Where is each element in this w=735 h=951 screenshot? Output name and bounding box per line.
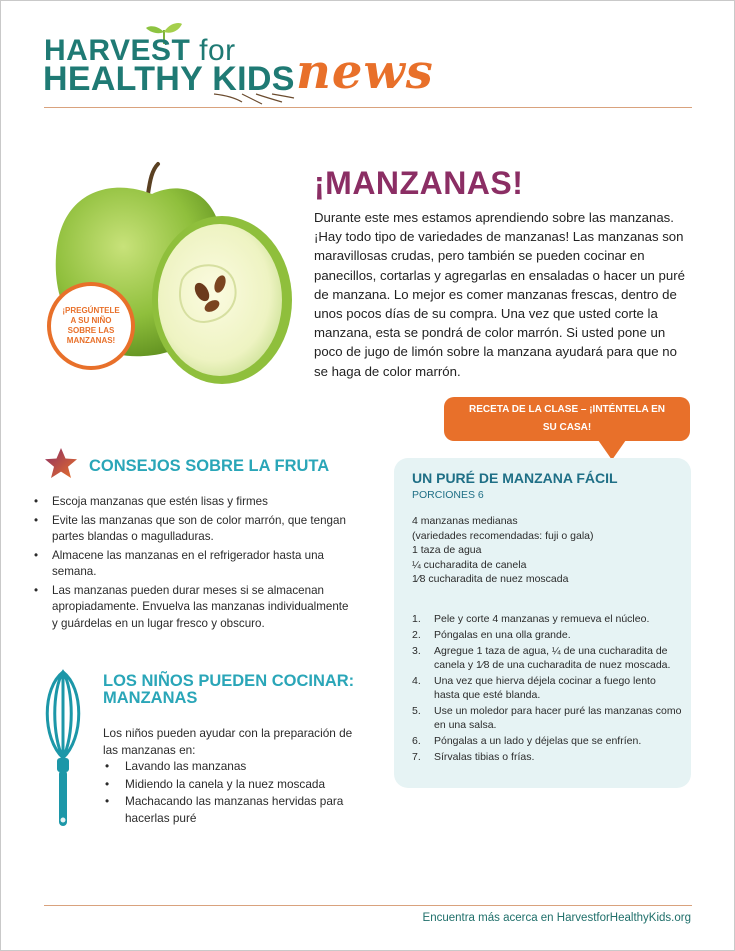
recipe-steps [412, 612, 682, 765]
kids-item [105, 758, 370, 775]
news-logo: news [296, 44, 434, 100]
tip-item [34, 513, 349, 546]
step-text: Sírvalas tibias o frías. [434, 750, 535, 763]
ingredient-item: 1⁄8 cucharadita de nuez moscada [412, 573, 569, 585]
bullet-icon: • [105, 759, 110, 773]
brand-healthy-kids: HEALTHY KIDS [43, 60, 295, 98]
bullet-icon: • [34, 513, 39, 527]
step-text: Agregue 1 taza de agua, ¼ de una cucharadita de canela y 1⁄8 de una cucharadita de nuez moscada. [434, 644, 671, 671]
roots-icon [212, 92, 296, 106]
recipe-tab-line2: SU CASA! [542, 422, 592, 433]
recipe-step [412, 704, 682, 733]
ingredient-item: (variedades recomendadas: fuji o gala) [412, 529, 594, 542]
kids-intro: Los niños pueden ayudar con la preparación de las manzanas en: [103, 726, 353, 757]
tip-text: Almacene las manzanas en el refrigerador hasta una semana. [52, 548, 324, 578]
footer-divider [44, 905, 692, 906]
step-text: Una vez que hierva déjela cocinar a fuego lento hasta que esté blanda. [434, 674, 656, 701]
kids-list [105, 758, 370, 827]
kids-item [105, 793, 370, 826]
step-text: Póngalas a un lado y déjelas que se enfríen. [434, 734, 642, 747]
intro-paragraph: Durante este mes estamos aprendiendo sobre las manzanas. ¡Hay todo tipo de variedades de manzanas! Las manzanas son maravillosas crudas, pero también se pueden cocinar en panecillos, cortarlas y agregarlas en ensaladas o hacer un puré de manzana. Lo mejor es comer manzanas frescas, dentro de unos pocos días de su compra. Una vez que usted corte la manzana, esta se pondrá de color marrón. Si usted pone un poco de jugo de limón sobre la manzana ayudará para que no se haga de color marrón. [314, 210, 685, 379]
bubble-line: ¡PREGÚNTELE [62, 306, 120, 315]
bullet-icon: • [105, 776, 110, 791]
recipe-step [412, 674, 682, 703]
recipe-tab [444, 397, 690, 441]
ingredient-item: ¼ cucharadita de canela [412, 558, 527, 571]
kids-text: Midiendo la canela y la nuez moscada [125, 776, 326, 791]
tip-item [34, 583, 349, 633]
footer-text: Encuentra más acerca en HarvestforHealthyKids.org [422, 912, 691, 924]
whisk-icon [40, 668, 86, 832]
step-number: 2. [412, 628, 421, 641]
step-number: 1. [412, 613, 421, 625]
bubble-line: MANZANAS! [66, 336, 116, 345]
kids-heading-line2: MANZANAS [103, 689, 198, 707]
tip-text: Escoja manzanas que estén lisas y firmes [52, 495, 268, 508]
bullet-icon: • [34, 548, 39, 562]
ingredient-list [412, 514, 594, 587]
tip-text: Las manzanas pueden durar meses si se almacenan apropiadamente. Envuelva las manzanas individualmente y guárdelas en un lugar fresco y obscuro. [52, 583, 349, 630]
step-number: 3. [412, 644, 421, 657]
recipe-step [412, 612, 682, 626]
kids-heading-line1: LOS NIÑOS PUEDEN COCINAR: [103, 672, 355, 690]
brand-for: for [199, 34, 236, 67]
bullet-icon: • [34, 495, 39, 508]
kids-heading [103, 673, 354, 707]
recipe-title: UN PURÉ DE MANZANA FÁCIL [412, 470, 618, 486]
step-number: 5. [412, 704, 421, 717]
step-text: Póngalas en una olla grande. [434, 628, 571, 641]
kids-text: Lavando las manzanas [125, 759, 247, 773]
kids-text: Machacando las manzanas hervidas para hacerlas puré [125, 794, 344, 825]
step-text: Pele y corte 4 manzanas y remueva el núcleo. [434, 613, 650, 625]
recipe-step [412, 628, 682, 642]
tip-item [34, 548, 349, 581]
bubble-line: A SU NIÑO [70, 316, 112, 325]
tip-item [34, 494, 349, 511]
bubble-line: SOBRE LAS [67, 326, 115, 335]
brand-line1: HARVEST [44, 34, 191, 67]
recipe-step [412, 750, 682, 764]
recipe-tab-pointer [598, 440, 626, 460]
recipe-step [412, 644, 682, 673]
tips-heading: CONSEJOS SOBRE LA FRUTA [89, 457, 330, 475]
kids-item [105, 776, 370, 793]
ingredient-item: 4 manzanas medianas [412, 515, 518, 527]
ask-your-child-bubble [47, 282, 135, 370]
header-divider [44, 107, 692, 108]
ingredient-item: 1 taza de agua [412, 544, 482, 556]
bullet-icon: • [34, 583, 39, 597]
step-number: 6. [412, 734, 421, 747]
recipe-step [412, 734, 682, 748]
step-text: Use un moledor para hacer puré las manzanas como en una salsa. [434, 704, 682, 732]
tips-list [34, 494, 349, 634]
step-number: 7. [412, 750, 421, 763]
step-number: 4. [412, 674, 421, 687]
tip-text: Evite las manzanas que son de color marrón, que tengan partes blandas o magulladuras. [52, 513, 346, 543]
recipe-servings: PORCIONES 6 [412, 489, 484, 501]
bullet-icon: • [105, 794, 110, 808]
recipe-tab-line1: RECETA DE LA CLASE – ¡INTÉNTELA EN [469, 404, 665, 415]
star-icon [44, 447, 78, 479]
page-title: ¡MANZANAS! [314, 165, 524, 201]
